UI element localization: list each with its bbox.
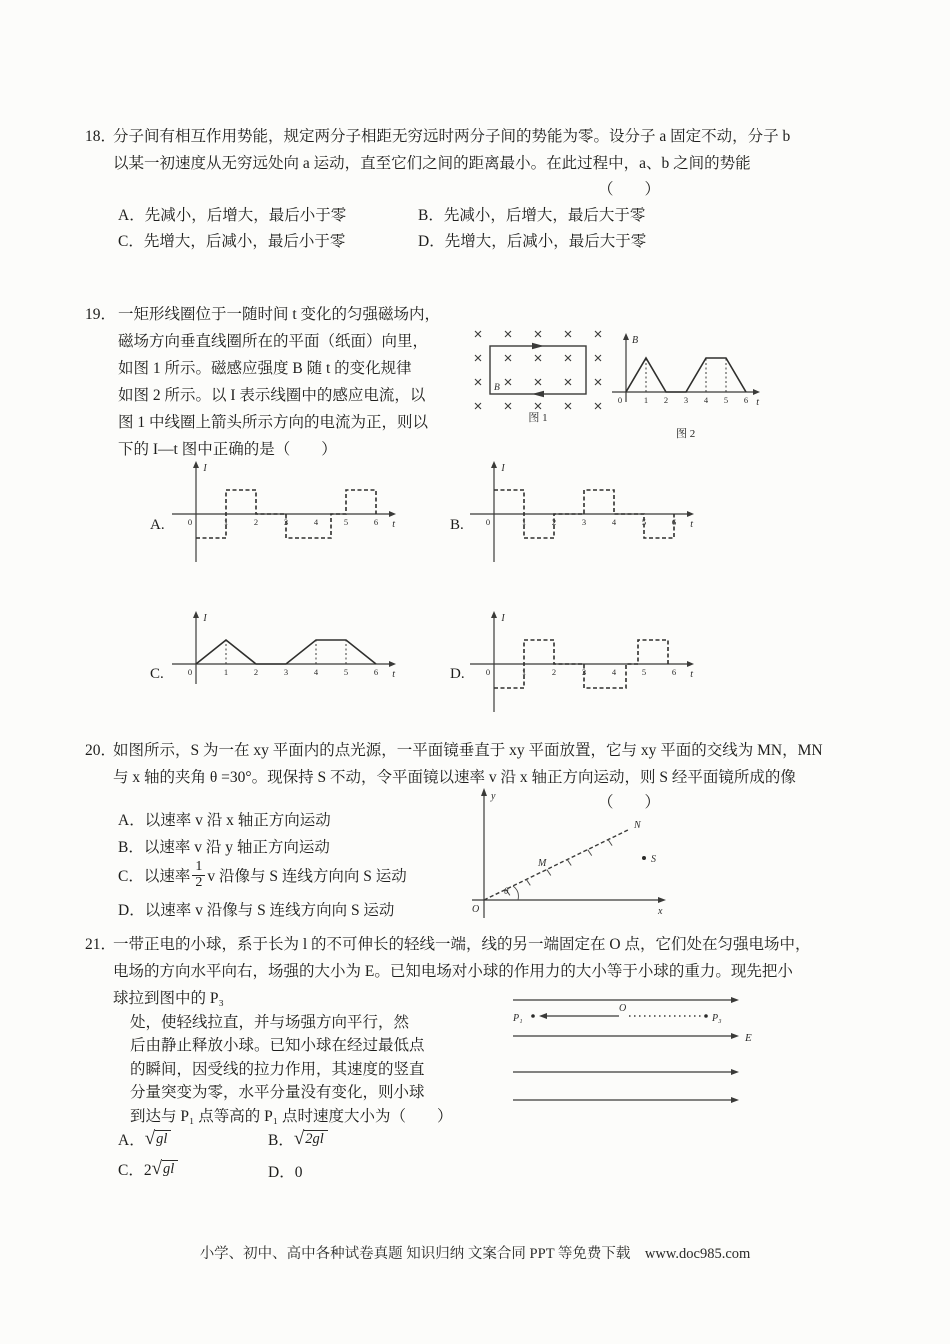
field-arrowheads	[731, 997, 739, 1103]
svg-text:3: 3	[283, 517, 289, 527]
svg-text:2: 2	[551, 517, 557, 527]
fig2-caption: 图 2	[676, 428, 696, 440]
fig2-bt-graph	[610, 330, 762, 428]
q18-line1: 分子间有相互作用势能，规定两分子相距无穷远时两分子间的势能为零。设分子 a 固定不动，分子 b	[113, 128, 791, 145]
q18-number: 18．	[85, 128, 117, 145]
svg-text:I: I	[203, 463, 207, 474]
q19-graph-c	[170, 608, 398, 734]
q19-line3: 如图 1 所示。磁感应强度 B 随 t 的变化规律	[118, 360, 412, 377]
svg-text:t: t	[756, 397, 759, 408]
p1-label: P₁	[513, 1013, 523, 1024]
q18-line2: 以某一初速度从无穷远处向 a 运动，直至它们之间的距离最小。在此过程中，a、b 之间的势能	[113, 155, 751, 172]
q19-number: 19．	[85, 306, 117, 323]
svg-text:B: B	[631, 335, 639, 346]
svg-text:2: 2	[551, 667, 557, 677]
q21-line2: 电场的方向水平向右，场强的大小为 E。已知电场对小球的作用力的大小等于小球的重力。现先把小	[113, 963, 793, 980]
svg-text:1: 1	[521, 517, 527, 527]
svg-text:1: 1	[223, 517, 229, 527]
q18-option-c: C．先增大，后减小，最后小于零	[118, 233, 346, 250]
fig1-b-label: B	[494, 383, 500, 393]
e-label: E	[745, 1032, 752, 1044]
one-half-fraction: $\frac{1}{2}$	[192, 860, 205, 890]
sqrt-2gl: √ 2gl	[294, 1130, 328, 1149]
q21-option-d: D．0	[268, 1164, 303, 1181]
q21-field-figure	[505, 990, 763, 1108]
q19-graph-label-b: B.	[450, 517, 464, 533]
svg-text:4: 4	[611, 667, 617, 677]
svg-text:4: 4	[611, 517, 617, 527]
q21-line1: 一带正电的小球，系于长为 l 的不可伸长的轻线一端，线的另一端固定在 O 点，它们处在匀强电场中，	[113, 936, 811, 953]
fig1-coil-diagram	[460, 320, 612, 426]
svg-text:5: 5	[723, 395, 729, 405]
svg-text:3: 3	[283, 667, 289, 677]
svg-text:t: t	[392, 669, 395, 680]
q19-graph-d	[468, 608, 696, 734]
q18-option-b: B．先减小，后增大，最后大于零	[418, 207, 646, 224]
string-arrowhead	[539, 1013, 547, 1019]
svg-text:3: 3	[683, 395, 689, 405]
svg-text:I: I	[501, 463, 505, 474]
o-label: O	[619, 1003, 627, 1014]
svg-text:6: 6	[373, 517, 379, 527]
p3-dot	[704, 1014, 708, 1018]
q21-option-b: B． √ 2gl	[268, 1128, 328, 1150]
q20-option-b: B．以速率 v 沿 y 轴正方向运动	[118, 839, 330, 856]
q19-graph-label-d: D.	[450, 666, 465, 682]
q19-line4: 如图 2 所示。以 I 表示线圈中的感应电流，以	[118, 387, 426, 404]
svg-text:0: 0	[617, 395, 623, 405]
svg-text:1: 1	[643, 395, 649, 405]
fig1-caption: 图 1	[528, 412, 548, 424]
q20-line2: 与 x 轴的夹角 θ =30°。现保持 S 不动，令平面镜以速率 v 沿 x 轴正方向运动，则 S 经平面镜所成的像	[113, 769, 796, 786]
point-s-dot	[642, 856, 646, 860]
q19-graph-b	[468, 458, 696, 584]
svg-text:t: t	[392, 519, 395, 530]
m-label: M	[538, 858, 547, 869]
svg-text:I: I	[501, 613, 505, 624]
svg-text:4: 4	[313, 667, 319, 677]
q20-option-d: D．以速率 v 沿像与 S 连线方向向 S 运动	[118, 902, 395, 919]
svg-text:0: 0	[485, 667, 491, 677]
svg-text:5: 5	[343, 517, 349, 527]
svg-text:0: 0	[187, 667, 193, 677]
q21-number: 21．	[85, 936, 117, 953]
q18-answer-bracket: （ ）	[598, 181, 661, 198]
y-axis-label: y	[491, 791, 496, 802]
origin-label: O	[472, 904, 480, 915]
q20-number: 20．	[85, 742, 117, 759]
q19-line2: 磁场方向垂直线圈所在的平面（纸面）向里，	[118, 333, 429, 350]
svg-text:2: 2	[253, 667, 259, 677]
svg-text:I: I	[203, 613, 207, 624]
svg-text:5: 5	[641, 667, 647, 677]
current-arrow-top	[532, 343, 544, 349]
q20-option-c: C．以速率 $\frac{1}{2}$ v 沿像与 S 连线方向向 S 运动	[118, 859, 407, 890]
q19-graph-label-a: A.	[150, 517, 165, 533]
angle-arc	[513, 886, 518, 900]
svg-text:2: 2	[253, 517, 259, 527]
svg-text:6: 6	[743, 395, 749, 405]
sqrt-gl: √ gl	[145, 1130, 172, 1149]
n-label: N	[634, 820, 641, 831]
q20-mirror-figure	[460, 786, 672, 926]
svg-text:1: 1	[223, 667, 229, 677]
svg-text:2: 2	[663, 395, 669, 405]
q21-narrow-line1: 处，使轻线拉直，并与场强方向平行，然	[130, 1014, 410, 1031]
svg-text:6: 6	[671, 667, 677, 677]
svg-text:0: 0	[485, 517, 491, 527]
x-axis-label: x	[658, 906, 663, 917]
svg-text:4: 4	[703, 395, 709, 405]
svg-text:3: 3	[581, 517, 587, 527]
q21-narrow-line5: 到达与 P₁ 点等高的 P₁ 点时速度大小为（ ）	[130, 1108, 453, 1125]
q21-narrow-line3: 的瞬间，因受线的拉力作用，其速度的竖直	[130, 1061, 425, 1078]
svg-text:6: 6	[373, 667, 379, 677]
svg-text:3: 3	[581, 667, 587, 677]
svg-text:6: 6	[671, 517, 677, 527]
s-label: S	[651, 854, 656, 865]
mirror-hatching	[506, 840, 612, 896]
q19-graph-label-c: C.	[150, 666, 164, 682]
q19-line6: 下的 I—t 图中正确的是（ ）	[118, 441, 337, 458]
svg-text:t: t	[690, 519, 693, 530]
q18-option-a: A．先减小，后增大，最后小于零	[118, 207, 347, 224]
q19-graph-a	[170, 458, 398, 584]
svg-text:5: 5	[641, 517, 647, 527]
q18-option-d: D．先增大，后减小，最后大于零	[418, 233, 647, 250]
theta-label: θ	[504, 886, 509, 896]
q21-option-a: A． √ gl	[118, 1128, 171, 1150]
svg-text:5: 5	[343, 667, 349, 677]
q21-narrow-line4: 分量突变为零，水平分量没有变化，则小球	[130, 1084, 425, 1101]
svg-text:t: t	[690, 669, 693, 680]
svg-text:0: 0	[187, 517, 193, 527]
sqrt-gl-2: √ gl	[152, 1160, 179, 1179]
q19-line5: 图 1 中线圈上箭头所示方向的电流为正，则以	[118, 414, 429, 431]
q21-narrow-line2: 后由静止释放小球。已知小球在经过最低点	[130, 1037, 425, 1054]
q20-line1: 如图所示，S 为一在 xy 平面内的点光源，一平面镜垂直于 xy 平面放置，它与 xy 平面的交线为 MN，MN	[113, 742, 823, 759]
svg-text:4: 4	[313, 517, 319, 527]
q21-option-c: C．2 √ gl	[118, 1158, 178, 1180]
site-footer: 小学、初中、高中各种试卷真题 知识归纳 文案合同 PPT 等免费下载 www.doc985.com	[199, 1246, 751, 1262]
p3-label: P₃	[712, 1013, 722, 1024]
q19-line1: 一矩形线圈位于一随时间 t 变化的匀强磁场内，	[118, 306, 441, 323]
svg-text:1: 1	[521, 667, 527, 677]
current-arrow-bottom	[532, 391, 544, 397]
q20-option-a: A．以速率 v 沿 x 轴正方向运动	[118, 812, 331, 829]
q20-answer-bracket: （ ）	[598, 794, 661, 811]
q21-line3: 球拉到图中的 P₃	[113, 990, 224, 1007]
p1-dot	[531, 1014, 535, 1018]
